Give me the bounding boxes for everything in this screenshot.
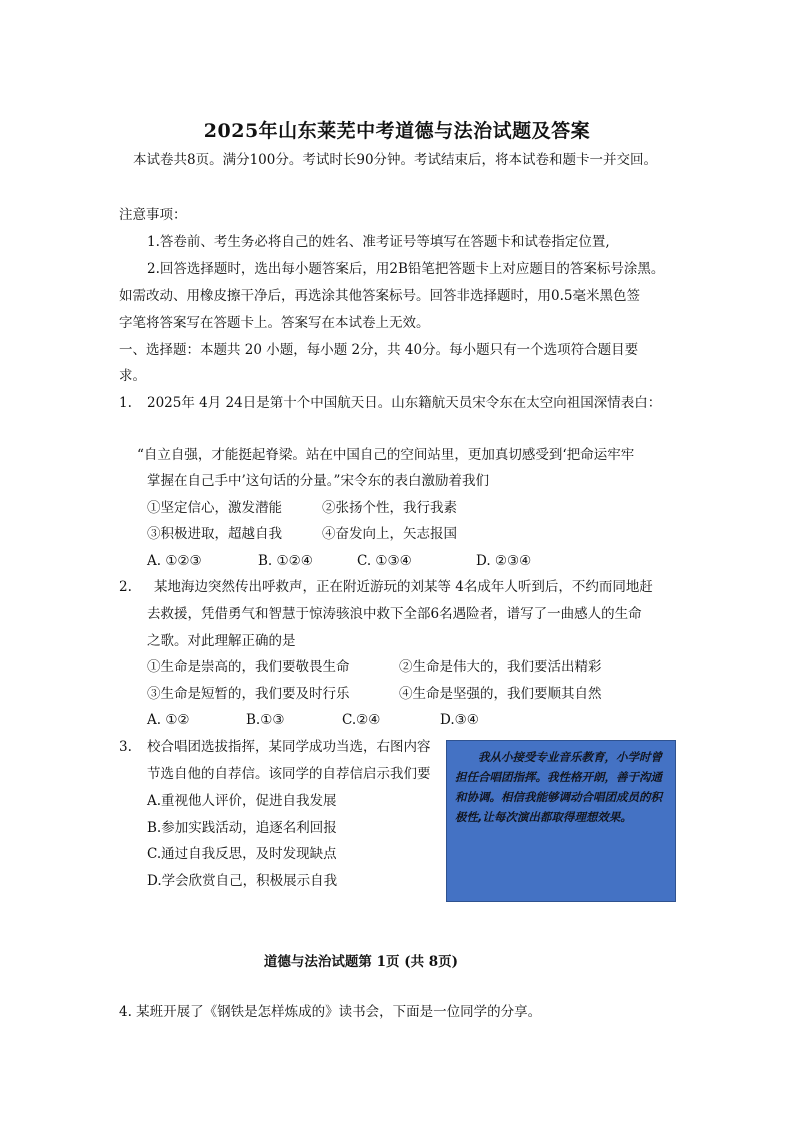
- exam-title: 2025年山东莱芜中考道德与法治试题及答案: [203, 120, 591, 142]
- q3-number: 3.: [119, 739, 132, 755]
- q1-quote-line-2: 掌握在自己手中’这句话的分量。”宋令东的表白激励着我们: [147, 473, 489, 489]
- q2-line-2: 去救援，凭借勇气和智慧于惊涛骇浪中救下全部6名遇险者，谱写了一曲感人的生命: [147, 606, 642, 622]
- q1-quote-line-1: “自立自强，才能挺起脊梁。站在中国自己的空间站里，更加真切感受到‘把命运牢牢: [137, 447, 635, 463]
- q1-stem: 2025年 4月 24日是第十个中国航天日。山东籍航天员宋令东在太空向祖国深情表白：: [147, 395, 662, 411]
- page-footer: 道德与法治试题第 1页 (共 8页): [263, 954, 459, 970]
- exam-intro: 本试卷共8页。满分100分。考试时长90分钟。考试结束后，将本试卷和题卡一并交回。: [133, 152, 658, 168]
- q2-option-3: ③生命是短暂的，我们要及时行乐: [147, 686, 350, 702]
- self-recommendation-box: [446, 740, 676, 902]
- q2-number: 2.: [119, 579, 132, 595]
- q1-option-1: ①坚定信心，激发潜能: [147, 500, 282, 516]
- q2-option-2: ②生命是伟大的，我们要活出精彩: [399, 659, 602, 675]
- q3-line-1: 校合唱团选拔指挥，某同学成功当选，右图内容: [147, 739, 431, 755]
- notice-heading: 注意事项：: [119, 207, 187, 223]
- q3-choice-d: D.学会欣赏自己，积极展示自我: [147, 873, 338, 889]
- q2-line-3: 之歌。对此理解正确的是: [147, 633, 296, 649]
- q1-choice-b: B. ①②④: [258, 553, 313, 569]
- q1-option-2: ②张扬个性，我行我素: [322, 500, 457, 516]
- notice-item-2-line-1: 2.回答选择题时，选出每小题答案后，用2B铅笔把答题卡上对应题目的答案标号涂黑。: [147, 261, 665, 277]
- q2-option-1: ①生命是崇高的，我们要敬畏生命: [147, 659, 350, 675]
- q1-option-4: ④奋发向上，矢志报国: [322, 526, 457, 542]
- q2-option-4: ④生命是坚强的，我们要顺其自然: [399, 686, 602, 702]
- self-recommendation-text: 我从小接受专业音乐教育，小学时曾担任合唱团指挥。我性格开朗，善于沟通和协调。相信我能够调动合唱团成员的积极性,让每次演出都取得理想效果。: [455, 750, 662, 824]
- q2-choice-c: C.②④: [342, 712, 381, 728]
- section-1-heading-cont: 求。: [119, 368, 146, 384]
- q2-line-1: 某地海边突然传出呼救声，正在附近游玩的刘某等 4名成年人听到后，不约而同地赶: [154, 579, 653, 595]
- q1-number: 1.: [119, 395, 132, 411]
- q1-option-3: ③积极进取，超越自我: [147, 526, 282, 542]
- notice-item-1: 1.答卷前、考生务必将自己的姓名、准考证号等填写在答题卡和试卷指定位置,: [147, 234, 610, 250]
- q2-choice-d: D.③④: [440, 712, 479, 728]
- q1-choice-d: D. ②③④: [476, 553, 532, 569]
- q3-choice-c: C.通过自我反思，及时发现缺点: [147, 846, 337, 862]
- notice-item-2-line-2: 如需改动、用橡皮擦干净后，再选涂其他答案标号。回答非选择题时，用0.5毫米黑色签: [119, 288, 640, 304]
- q2-choice-b: B.①③: [246, 712, 285, 728]
- q1-choice-a: A. ①②③: [147, 553, 202, 569]
- q1-choice-c: C. ①③④: [357, 553, 412, 569]
- q3-choice-b: B.参加实践活动，追逐名利回报: [147, 820, 337, 836]
- q4-line-1: 4. 某班开展了《钢铁是怎样炼成的》读书会，下面是一位同学的分享。: [119, 1004, 542, 1020]
- q3-line-2: 节选自他的自荐信。该同学的自荐信启示我们要: [147, 766, 431, 782]
- q3-choice-a: A.重视他人评价，促进自我发展: [147, 793, 337, 809]
- notice-item-2-line-3: 字笔将答案写在答题卡上。答案写在本试卷上无效。: [119, 315, 430, 331]
- section-1-heading: 一、选择题：本题共 20 小题，每小题 2分，共 40分。每小题只有一个选项符合题目要: [119, 342, 639, 358]
- q2-choice-a: A. ①②: [147, 712, 190, 728]
